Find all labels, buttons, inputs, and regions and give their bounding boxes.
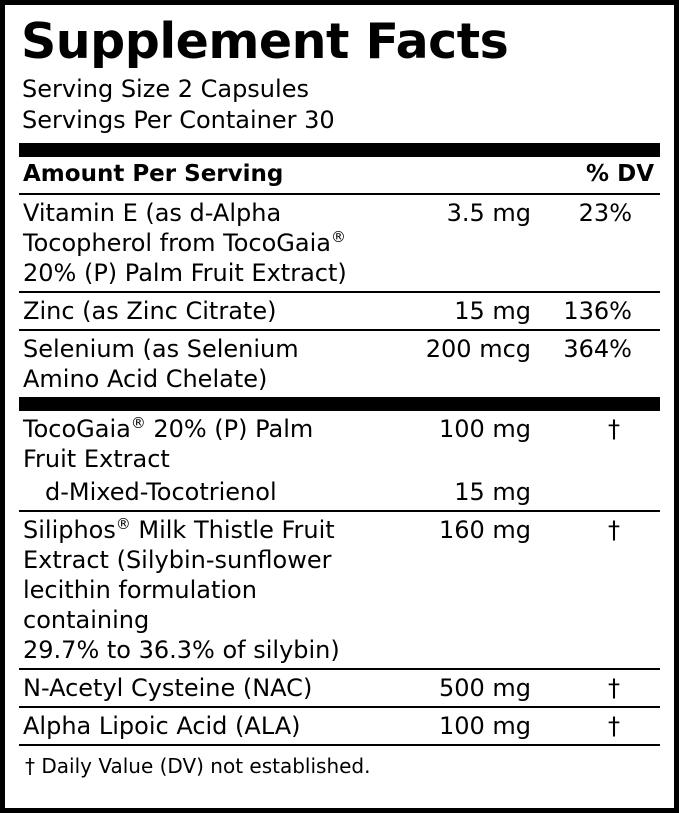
servings-per-container-text: Servings Per Container 30 bbox=[22, 105, 335, 134]
table-row bbox=[19, 511, 660, 669]
nutrient-dv: † bbox=[551, 707, 660, 744]
nutrient-name-line-2: Tocopherol from TocoGaia bbox=[23, 229, 331, 258]
nutrient-dv: 364% bbox=[551, 330, 660, 397]
table-row bbox=[19, 292, 660, 330]
nutrient-amount: 3.5 mg bbox=[384, 194, 551, 292]
nutrient-name: Zinc (as Zinc Citrate) bbox=[19, 292, 384, 330]
nutrient-amount: 200 mcg bbox=[384, 330, 551, 397]
nutrient-amount: 15 mg bbox=[454, 478, 532, 507]
table-row bbox=[19, 411, 660, 477]
nutrient-dv bbox=[551, 477, 660, 511]
page-title: Supplement Facts bbox=[21, 13, 509, 70]
serving-size-text: Serving Size 2 Capsules bbox=[22, 74, 309, 103]
registered-trademark-icon: ® bbox=[115, 515, 131, 534]
nutrient-table-bottom bbox=[19, 411, 660, 744]
nutrient-subitem-name: d-Mixed-Tocotrienol bbox=[45, 478, 277, 507]
table-row bbox=[19, 330, 660, 397]
bottom-spacer bbox=[19, 778, 660, 800]
nutrient-name bbox=[19, 194, 384, 292]
nutrient-dv: † bbox=[551, 669, 660, 707]
nutrient-name-line-2: Extract (Silybin-sunflower bbox=[23, 546, 332, 575]
nutrient-name bbox=[19, 330, 384, 397]
nutrient-dv: † bbox=[608, 415, 620, 444]
nutrient-name-line-3: lecithin formulation containing bbox=[23, 576, 257, 635]
nutrient-name-line-3: 20% (P) Palm Fruit Extract) bbox=[23, 259, 347, 288]
nutrient-name-line-1: Siliphos bbox=[23, 516, 116, 545]
divider-thick-top bbox=[19, 143, 660, 157]
table-row bbox=[19, 669, 660, 707]
nutrient-name-line-1: TocoGaia bbox=[23, 415, 131, 444]
nutrient-name-line-2: Amino Acid Chelate) bbox=[23, 365, 268, 394]
registered-trademark-icon: ® bbox=[130, 414, 146, 433]
nutrient-name-line-1b: 20% (P) Palm bbox=[145, 415, 314, 444]
registered-trademark-icon: ® bbox=[330, 228, 346, 247]
nutrient-dv: 136% bbox=[551, 292, 660, 330]
nutrient-name bbox=[19, 411, 384, 477]
nutrient-amount: 160 mg bbox=[384, 511, 551, 669]
table-row bbox=[19, 194, 660, 292]
nutrient-amount: 15 mg bbox=[384, 292, 551, 330]
nutrient-name-line-4: 29.7% to 36.3% of silybin) bbox=[23, 636, 340, 665]
nutrient-name-line-1: Vitamin E (as d-Alpha bbox=[23, 199, 282, 228]
footnote-text: † Daily Value (DV) not established. bbox=[25, 754, 371, 779]
table-header-row bbox=[19, 157, 660, 194]
nutrient-table-top bbox=[19, 157, 660, 397]
header-percent-dv: % DV bbox=[586, 161, 654, 188]
header-spacer bbox=[384, 157, 551, 194]
nutrient-amount: 500 mg bbox=[384, 669, 551, 707]
table-row bbox=[19, 707, 660, 744]
header-amount-per-serving: Amount Per Serving bbox=[23, 161, 284, 188]
divider-thin-bottom bbox=[19, 744, 660, 746]
nutrient-name: Alpha Lipoic Acid (ALA) bbox=[19, 707, 384, 744]
nutrient-name-line-1b: Milk Thistle Fruit bbox=[130, 516, 335, 545]
nutrient-name-line-2: Fruit Extract bbox=[23, 445, 170, 474]
nutrient-amount: 100 mg bbox=[438, 415, 532, 444]
nutrient-name bbox=[19, 477, 384, 511]
nutrient-amount: 100 mg bbox=[384, 707, 551, 744]
nutrient-name-line-1: Selenium (as Selenium bbox=[23, 335, 299, 364]
table-row bbox=[19, 477, 660, 511]
nutrient-name bbox=[19, 511, 384, 669]
nutrient-dv: † bbox=[551, 511, 660, 669]
nutrient-name: N-Acetyl Cysteine (NAC) bbox=[19, 669, 384, 707]
divider-thick-middle bbox=[19, 397, 660, 411]
nutrient-dv: 23% bbox=[551, 194, 660, 292]
